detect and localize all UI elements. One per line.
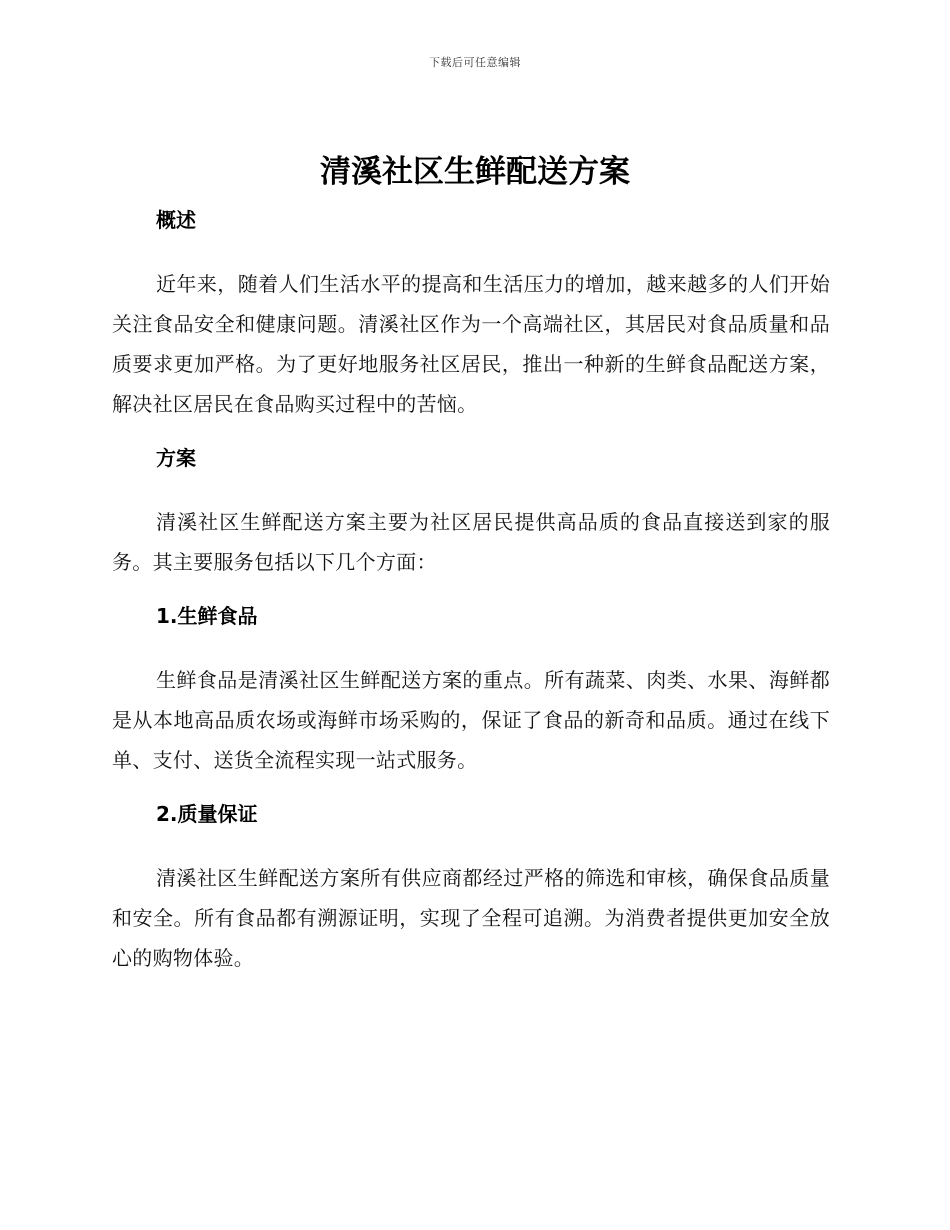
section-paragraph-quality: 清溪社区生鲜配送方案所有供应商都经过严格的筛选和审核，确保食品质量和安全。所有食品都有溯源证明，实现了全程可追溯。为消费者提供更加安全放心的购物体验。 bbox=[112, 866, 830, 970]
section-paragraph-overview: 近年来，随着人们生活水平的提高和生活压力的增加，越来越多的人们开始关注食品安全和健康问题。清溪社区作为一个高端社区，其居民对食品质量和品质要求更加严格。为了更好地服务社区居民，推出一种新的生鲜食品配送方案，解决社区居民在食品购买过程中的苦恼。 bbox=[112, 272, 830, 416]
section-heading-overview: 概述 bbox=[156, 208, 196, 232]
section-heading-plan: 方案 bbox=[156, 446, 196, 470]
section-paragraph-plan: 清溪社区生鲜配送方案主要为社区居民提供高品质的食品直接送到家的服务。其主要服务包括以下几个方面： bbox=[112, 510, 830, 574]
section-paragraph-fresh-food: 生鲜食品是清溪社区生鲜配送方案的重点。所有蔬菜、肉类、水果、海鲜都是从本地高品质农场或海鲜市场采购的，保证了食品的新奇和品质。通过在线下单、支付、送货全流程实现一站式服务。 bbox=[112, 668, 830, 772]
document-title: 清溪社区生鲜配送方案 bbox=[320, 154, 630, 190]
section-heading-fresh-food: 1.生鲜食品 bbox=[156, 604, 258, 628]
page-header-note: 下载后可任意编辑 bbox=[429, 56, 521, 69]
document-body bbox=[112, 200, 830, 978]
section-heading-quality: 2.质量保证 bbox=[156, 802, 258, 826]
